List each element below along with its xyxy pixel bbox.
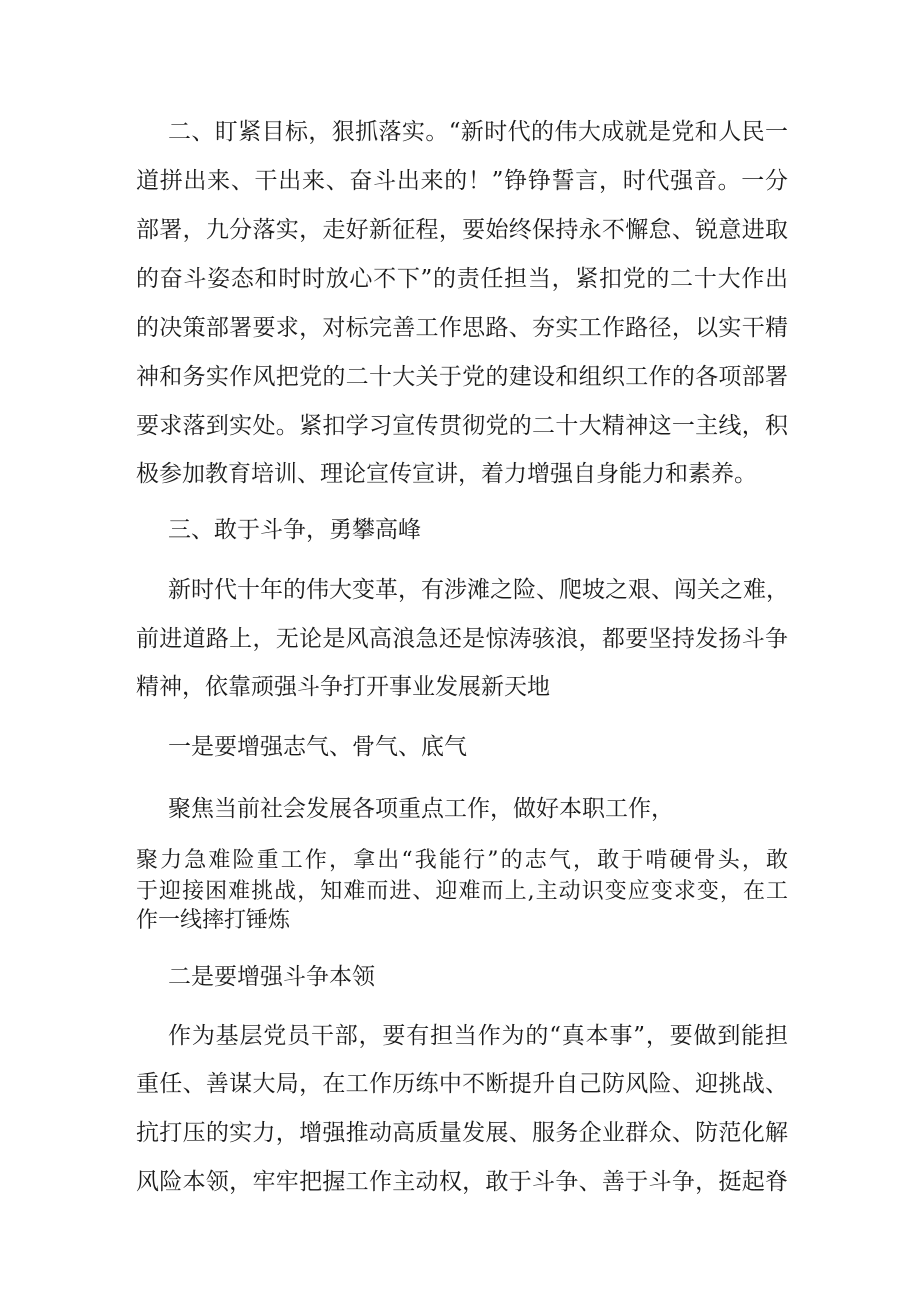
subheading-one: 一是要增强志气、骨气、底气 (168, 734, 467, 760)
paragraph-1-line-7: 要求落到实处。紧扣学习宣传贯彻党的二十大精神这一主线，积 (136, 413, 788, 439)
paragraph-1-line-2: 道拼出来、干出来、奋斗出来的！”铮铮誓言，时代强音。一分 (136, 168, 788, 194)
paragraph-2-line-3: 精神，依靠顽强斗争打开事业发展新天地 (136, 674, 550, 700)
paragraph-1-line-8: 极参加教育培训、理论宣传宣讲，着力增强自身能力和素养。 (136, 461, 757, 487)
paragraph-4-line-3: 抗打压的实力，增强推动高质量发展、服务企业群众、防范化解 (136, 1120, 788, 1146)
paragraph-3-line-4: 作一线摔打锤炼 (136, 908, 291, 933)
paragraph-2-line-1: 新时代十年的伟大变革，有涉滩之险、爬坡之艰、闯关之难， (168, 577, 789, 603)
paragraph-1-line-5: 的决策部署要求，对标完善工作思路、夯实工作路径，以实干精 (136, 315, 788, 341)
paragraph-2-line-2: 前进道路上，无论是风高浪急还是惊涛骇浪，都要坚持发扬斗争 (136, 626, 788, 652)
paragraph-3-line-1: 聚焦当前社会发展各项重点工作，做好本职工作， (168, 796, 674, 822)
subheading-two: 二是要增强斗争本领 (168, 964, 375, 990)
paragraph-4-line-1: 作为基层党员干部，要有担当作为的“真本事”，要做到能担 (168, 1023, 788, 1049)
paragraph-3-line-3: 于迎接困难挑战，知难而进、迎难而上,主动识变应变求变，在工 (136, 879, 788, 904)
paragraph-4-line-4: 风险本领，牢牢把握工作主动权，敢于斗争、善于斗争，挺起脊 (136, 1169, 788, 1195)
paragraph-3-line-2: 聚力急难险重工作，拿出“我能行”的志气，敢于啃硬骨头，敢 (136, 848, 788, 873)
paragraph-1-line-6: 神和务实作风把党的二十大关于党的建设和组织工作的各项部署 (136, 364, 788, 390)
section-heading-3: 三、敢于斗争，勇攀高峰 (168, 517, 421, 543)
paragraph-1-line-4: 的奋斗姿态和时时放心不下”的责任担当，紧扣党的二十大作出 (136, 266, 788, 292)
paragraph-1-line-3: 部署，九分落实，走好新征程，要始终保持永不懈怠、锐意进取 (136, 217, 788, 243)
paragraph-1-line-1: 二、盯紧目标，狠抓落实。“新时代的伟大成就是党和人民一 (168, 119, 788, 145)
paragraph-4-line-2: 重任、善谋大局，在工作历练中不断提升自己防风险、迎挑战、 (136, 1071, 788, 1097)
